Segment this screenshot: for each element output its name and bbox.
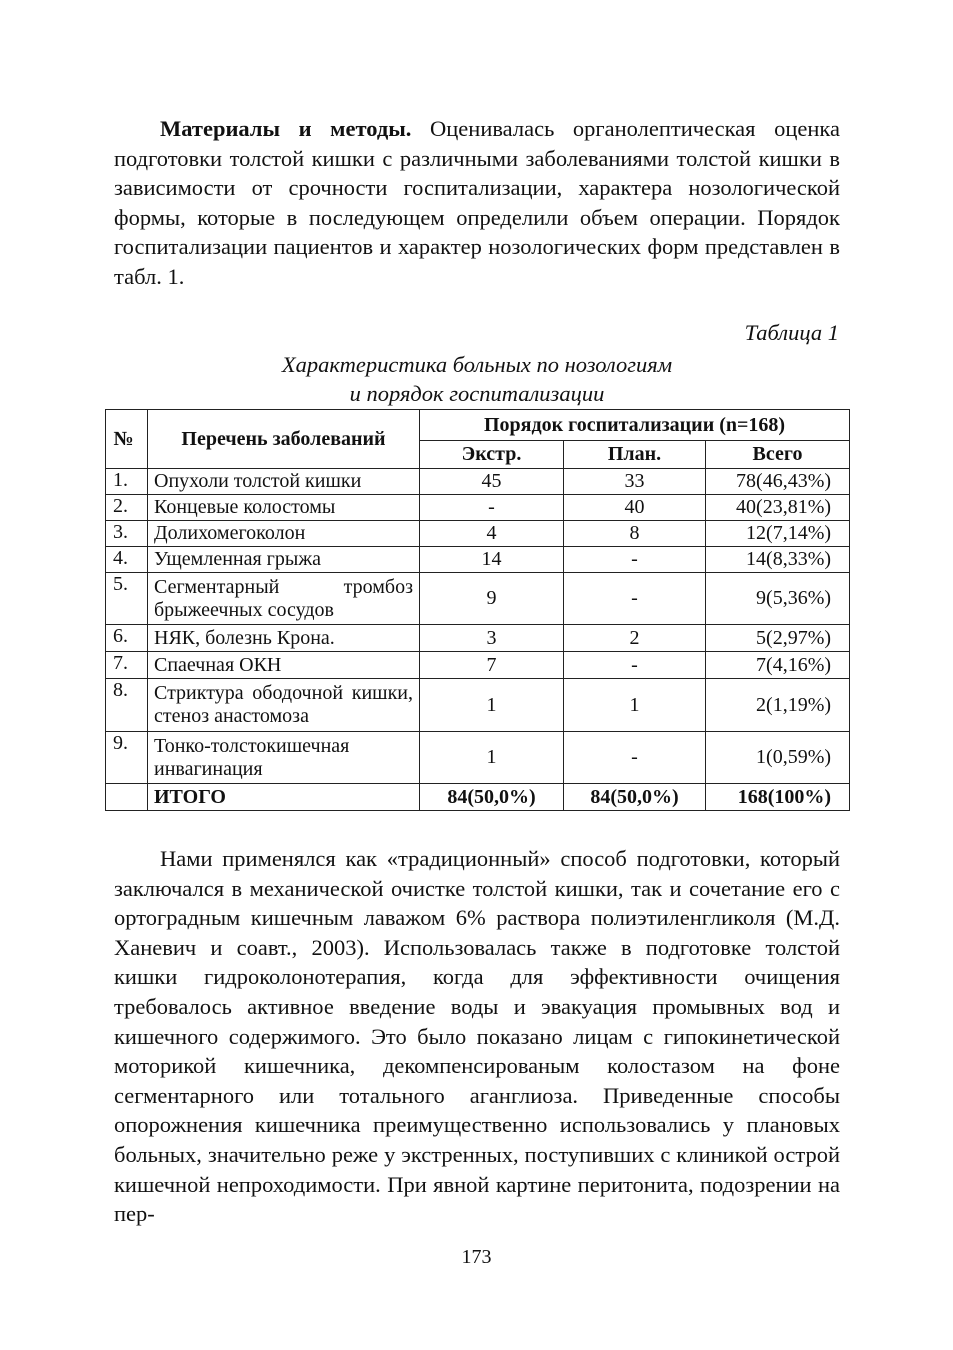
- table-caption-line-1: Характеристика больных по нозологиям: [281, 352, 673, 377]
- row-disease: Тонко-толстокишечная инвагинация: [148, 732, 420, 784]
- row-disease: Спаечная ОКН: [148, 652, 420, 679]
- row-disease: Долихомегоколон: [148, 521, 420, 547]
- row-emergency: 1: [420, 732, 564, 784]
- row-number: 6.: [106, 625, 148, 652]
- row-emergency: 7: [420, 652, 564, 679]
- row-disease: НЯК, болезнь Крона.: [148, 625, 420, 652]
- row-number: 5.: [106, 573, 148, 625]
- row-planned: -: [564, 732, 706, 784]
- row-total: 78(46,43%): [706, 469, 850, 495]
- header-emergency: Экстр.: [420, 441, 564, 469]
- row-planned: 8: [564, 521, 706, 547]
- row-total: 2(1,19%): [706, 679, 850, 732]
- table-row: [106, 573, 850, 625]
- table-total-row: [106, 784, 850, 811]
- row-number: 8.: [106, 679, 148, 732]
- row-total: 7(4,16%): [706, 652, 850, 679]
- table-caption-line-2: и порядок госпитализации: [349, 381, 605, 406]
- row-emergency: 1: [420, 679, 564, 732]
- table-row: [106, 469, 850, 495]
- section-heading-inline: Материалы и методы.: [160, 116, 412, 141]
- table-caption: [114, 350, 840, 408]
- row-total: 9(5,36%): [706, 573, 850, 625]
- row-total: 1(0,59%): [706, 732, 850, 784]
- row-number: 3.: [106, 521, 148, 547]
- row-planned: -: [564, 573, 706, 625]
- nosology-table: [105, 409, 850, 811]
- table-row: [106, 679, 850, 732]
- row-disease: Сегментарный тромбоз брыжеечных сосудов: [148, 573, 420, 625]
- page-number: 173: [461, 1246, 492, 1268]
- row-disease: Ущемленная грыжа: [148, 547, 420, 573]
- row-emergency: 9: [420, 573, 564, 625]
- paragraph-materials-methods: [114, 114, 840, 292]
- total-planned: 84(50,0%): [564, 784, 706, 811]
- row-emergency: -: [420, 495, 564, 521]
- table-row: [106, 625, 850, 652]
- table-row: [106, 495, 850, 521]
- row-number: 4.: [106, 547, 148, 573]
- row-planned: 1: [564, 679, 706, 732]
- row-disease: Концевые колостомы: [148, 495, 420, 521]
- table-row: [106, 732, 850, 784]
- table-row: [106, 652, 850, 679]
- total-label: ИТОГО: [148, 784, 420, 811]
- row-number: 2.: [106, 495, 148, 521]
- row-emergency: 3: [420, 625, 564, 652]
- row-emergency: 45: [420, 469, 564, 495]
- header-num: №: [106, 410, 148, 469]
- row-total: 5(2,97%): [706, 625, 850, 652]
- total-all: 168(100%): [706, 784, 850, 811]
- table-label: Таблица 1: [744, 320, 839, 345]
- row-planned: 2: [564, 625, 706, 652]
- paragraph-text: Нами применялся как «традиционный» способ подготовки, который заключался в механической очистке толстой кишки, так и сочетание его с ортоградным кишечным лаважом 6% раствора полиэтиленгликоля (М.Д. Ханевич и соавт., 2003). Использовалась также в подготовке толстой кишки гидроколонотерапия, когда для эффективности очищения требовалось активное введение воды и эвакуация промывных вод и кишечного содержимого. Это было показано лицам с гипокинетической моторикой кишечника, декомпенсированым колостазом на фоне сегментарного или тотального аганглиоза. Приведенные способы опорожнения кишечника преимущественно использовались у плановых больных, значительно реже у экстренных, поступивших с клиникой острой кишечной непроходимости. При явной картине перитонита, подозрении на пер-: [114, 846, 840, 1227]
- row-emergency: 4: [420, 521, 564, 547]
- table-row: [106, 521, 850, 547]
- row-emergency: 14: [420, 547, 564, 573]
- total-row-number: [106, 784, 148, 811]
- row-planned: -: [564, 547, 706, 573]
- table-row: [106, 547, 850, 573]
- header-total: Всего: [706, 441, 850, 469]
- row-planned: -: [564, 652, 706, 679]
- row-planned: 33: [564, 469, 706, 495]
- row-number: 1.: [106, 469, 148, 495]
- row-number: 7.: [106, 652, 148, 679]
- row-planned: 40: [564, 495, 706, 521]
- total-emergency: 84(50,0%): [420, 784, 564, 811]
- header-planned: План.: [564, 441, 706, 469]
- paragraph-text: Оценивалась органолептическая оценка подготовки толстой кишки с различными заболеваниями толстой кишки в зависимости от срочности госпитализации, характера нозологической формы, которые в последующем определили объем операции. Порядок госпитализации пациентов и характер нозологических форм представлен в табл. 1.: [114, 116, 840, 289]
- row-total: 14(8,33%): [706, 547, 850, 573]
- row-total: 12(7,14%): [706, 521, 850, 547]
- header-disease-list: Перечень заболеваний: [148, 410, 420, 469]
- header-hospitalization-order: Порядок госпитализации (n=168): [420, 410, 850, 441]
- paragraph-preparation-methods: [114, 844, 840, 1229]
- row-disease: Опухоли толстой кишки: [148, 469, 420, 495]
- row-number: 9.: [106, 732, 148, 784]
- row-total: 40(23,81%): [706, 495, 850, 521]
- row-disease: Стриктура ободочной кишки, стеноз анастомоза: [148, 679, 420, 732]
